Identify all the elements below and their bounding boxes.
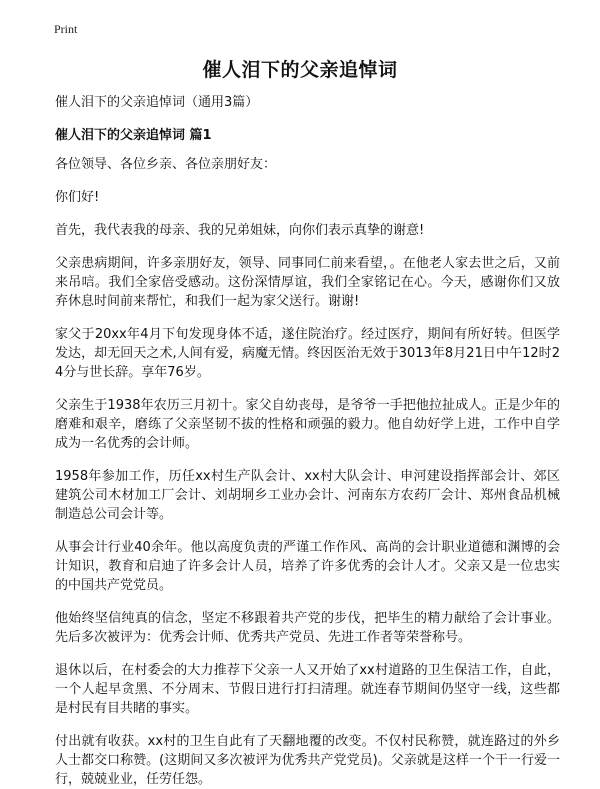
section-heading: 催人泪下的父亲追悼词 篇1 [55, 128, 212, 143]
paragraph-thanks: 首先，我代表我的母亲、我的兄弟姐妹，向你们表示真挚的谢意! [55, 223, 425, 238]
paragraph-accounting: 从事会计行业40余年。他以高度负责的严谨工作作风、高尚的会计职业道德和渊博的会计知识，教育和启迪了许多会计人员，培养了许多优秀的会计人才。父亲又是一位忠实的中国共产党党员。 [55, 540, 560, 593]
page-title: 催人泪下的父亲追悼词 [202, 59, 398, 81]
paragraph-career: 1958年参加工作，历任xx村生产队会计、xx村大队会计、申河建设指挥部会计、郊区建筑公司木材加工厂会计、刘胡垌乡工业办会计、河南东方农药厂会计、郑州食品机械制造总公司会计等。 [55, 469, 560, 522]
document-body [55, 93, 560, 789]
paragraph-gratitude: 父亲患病期间，许多亲朋好友，领导、同事同仁前来看望，。在他老人家去世之后，又前来吊唁。我们全家倍受感动。这份深情厚谊，我们全家铭记在心。今天，感谢你们又放弃休息时间前来帮忙，和我们一起为家父送行。谢谢! [55, 256, 560, 309]
paragraph-hello: 你们好! [55, 190, 100, 205]
paragraph-rewards: 付出就有收获。xx村的卫生自此有了天翻地覆的改变。不仅村民称赞，就连路过的外乡人士都交口称赞。(这期间又多次被评为优秀共产党党员)。父亲就是这样一个干一行爱一行，兢兢业业，任劳任怨。 [55, 734, 560, 787]
paragraph-retirement: 退休以后，在村委会的大力推荐下父亲一人又开始了xx村道路的卫生保洁工作，自此，一个人起早贪黑、不分周末、节假日进行打扫清理。就连春节期间仍坚守一线，这些都是村民有目共睹的事实。 [55, 663, 560, 716]
paragraph-illness: 家父于20xx年4月下旬发现身体不适，遂住院治疗。经过医疗，期间有所好转。但医学发达，却无回天之术,人间有爱，病魔无情。终因医治无效于3013年8月21日中午12时24分与世长辞。享年76岁。 [55, 327, 560, 380]
print-label: Print [54, 22, 78, 36]
paragraph-beliefs: 他始终坚信纯真的信念，坚定不移跟着共产党的步伐，把毕生的精力献给了会计事业。先后多次被评为：优秀会计师、优秀共产党员、先进工作者等荣誉称号。 [55, 611, 560, 645]
paragraph-early-life: 父亲生于1938年农历三月初十。家父自幼丧母，是爷爷一手把他拉扯成人。正是少年的磨难和艰辛，磨练了父亲坚韧不拔的性格和顽强的毅力。他自幼好学上进，工作中自学成为一名优秀的会计师。 [55, 398, 560, 451]
paragraph-greeting: 各位领导、各位乡亲、各位亲朋好友： [55, 157, 277, 172]
document-subtitle: 催人泪下的父亲追悼词（通用3篇） [55, 95, 259, 110]
